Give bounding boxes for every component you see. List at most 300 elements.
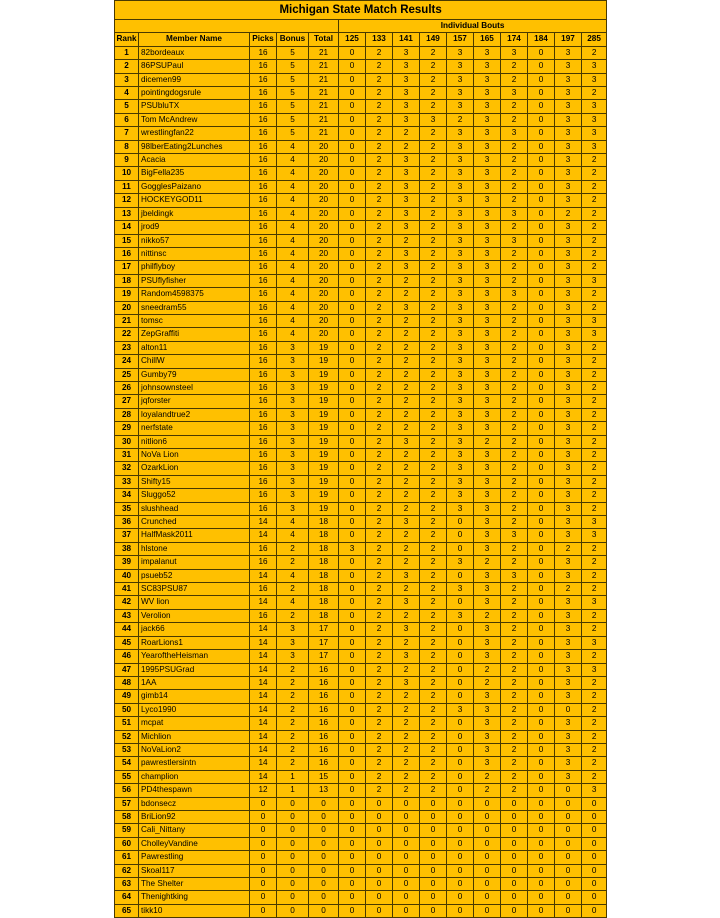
- score-cell: 2: [501, 542, 528, 555]
- table-row: [115, 140, 607, 153]
- table-row: [115, 475, 607, 488]
- score-cell: 0: [447, 650, 474, 663]
- score-cell: 2: [474, 609, 501, 622]
- score-cell: 2: [420, 757, 447, 770]
- score-cell: 0: [555, 878, 582, 891]
- score-cell: 3: [474, 60, 501, 73]
- score-cell: 2: [582, 422, 607, 435]
- score-cell: 4: [277, 221, 309, 234]
- score-cell: 5: [277, 60, 309, 73]
- score-cell: 3: [555, 60, 582, 73]
- score-cell: 20: [309, 314, 339, 327]
- score-cell: 0: [420, 797, 447, 810]
- rank-cell: 47: [115, 663, 139, 676]
- score-cell: 5: [277, 127, 309, 140]
- score-cell: 20: [309, 301, 339, 314]
- score-cell: 3: [277, 489, 309, 502]
- rank-cell: 35: [115, 502, 139, 515]
- score-cell: 3: [393, 87, 420, 100]
- score-cell: 2: [582, 180, 607, 193]
- table-row: [115, 449, 607, 462]
- score-cell: 0: [277, 797, 309, 810]
- score-cell: 0: [528, 368, 555, 381]
- score-cell: 3: [474, 221, 501, 234]
- score-cell: 2: [277, 743, 309, 756]
- score-cell: 0: [582, 891, 607, 904]
- score-cell: 2: [393, 462, 420, 475]
- score-cell: 2: [366, 288, 393, 301]
- score-cell: 12: [250, 784, 277, 797]
- table-row: [115, 609, 607, 622]
- score-cell: 0: [528, 221, 555, 234]
- score-cell: 2: [501, 609, 528, 622]
- score-cell: 2: [582, 449, 607, 462]
- score-cell: 3: [447, 194, 474, 207]
- score-cell: 2: [366, 73, 393, 86]
- score-cell: 0: [501, 891, 528, 904]
- member-name-cell: Tom McAndrew: [139, 113, 250, 126]
- score-cell: 0: [447, 851, 474, 864]
- score-cell: 0: [393, 864, 420, 877]
- score-cell: 2: [420, 127, 447, 140]
- score-cell: 0: [339, 690, 366, 703]
- score-cell: 19: [309, 502, 339, 515]
- score-cell: 3: [474, 140, 501, 153]
- score-cell: 2: [501, 663, 528, 676]
- score-cell: 0: [528, 583, 555, 596]
- rank-cell: 30: [115, 435, 139, 448]
- score-cell: 0: [501, 824, 528, 837]
- score-cell: 2: [420, 140, 447, 153]
- score-cell: 2: [393, 408, 420, 421]
- score-cell: 3: [474, 730, 501, 743]
- score-cell: 0: [447, 797, 474, 810]
- score-cell: 2: [501, 462, 528, 475]
- score-cell: 2: [366, 502, 393, 515]
- score-cell: 3: [447, 435, 474, 448]
- header-spacer: [115, 20, 339, 33]
- score-cell: 2: [582, 542, 607, 555]
- score-cell: 3: [474, 46, 501, 59]
- table-row: [115, 904, 607, 917]
- score-cell: 3: [393, 516, 420, 529]
- score-cell: 3: [474, 87, 501, 100]
- score-cell: 3: [501, 207, 528, 220]
- score-cell: 3: [277, 475, 309, 488]
- score-cell: 4: [277, 301, 309, 314]
- score-cell: 3: [447, 609, 474, 622]
- score-cell: 0: [339, 288, 366, 301]
- score-cell: 2: [582, 743, 607, 756]
- score-cell: 16: [250, 542, 277, 555]
- score-cell: 3: [393, 569, 420, 582]
- score-cell: 0: [420, 878, 447, 891]
- score-cell: 16: [250, 127, 277, 140]
- score-cell: 0: [339, 234, 366, 247]
- score-cell: 14: [250, 676, 277, 689]
- member-name-cell: Lyco1990: [139, 703, 250, 716]
- score-cell: 2: [366, 542, 393, 555]
- score-cell: 3: [555, 234, 582, 247]
- score-cell: 0: [501, 810, 528, 823]
- column-header: 149: [420, 33, 447, 46]
- score-cell: 21: [309, 127, 339, 140]
- score-cell: 2: [501, 596, 528, 609]
- rank-cell: 51: [115, 717, 139, 730]
- score-cell: 16: [250, 395, 277, 408]
- score-cell: 2: [366, 194, 393, 207]
- score-cell: 0: [501, 904, 528, 917]
- score-cell: 3: [474, 341, 501, 354]
- member-name-cell: PSUbluTX: [139, 100, 250, 113]
- score-cell: 2: [420, 650, 447, 663]
- score-cell: 0: [366, 824, 393, 837]
- score-cell: 5: [277, 113, 309, 126]
- score-cell: 0: [339, 475, 366, 488]
- score-cell: 4: [277, 596, 309, 609]
- score-cell: 0: [250, 878, 277, 891]
- score-cell: 2: [420, 623, 447, 636]
- score-cell: 18: [309, 569, 339, 582]
- score-cell: 2: [393, 127, 420, 140]
- score-cell: 2: [420, 717, 447, 730]
- member-name-cell: Gumby79: [139, 368, 250, 381]
- table-row: [115, 167, 607, 180]
- score-cell: 2: [501, 703, 528, 716]
- score-cell: 0: [309, 864, 339, 877]
- rank-cell: 23: [115, 341, 139, 354]
- score-cell: 2: [420, 395, 447, 408]
- score-cell: 3: [501, 46, 528, 59]
- score-cell: 15: [309, 770, 339, 783]
- member-name-cell: nittinsc: [139, 247, 250, 260]
- score-cell: 0: [528, 154, 555, 167]
- score-cell: 3: [501, 127, 528, 140]
- table-row: [115, 891, 607, 904]
- score-cell: 2: [582, 395, 607, 408]
- score-cell: 21: [309, 87, 339, 100]
- score-cell: 0: [501, 864, 528, 877]
- score-cell: 21: [309, 100, 339, 113]
- column-header: 157: [447, 33, 474, 46]
- score-cell: 2: [366, 247, 393, 260]
- results-table: [114, 0, 607, 918]
- score-cell: 3: [582, 127, 607, 140]
- rank-cell: 27: [115, 395, 139, 408]
- score-cell: 0: [447, 757, 474, 770]
- column-header: 165: [474, 33, 501, 46]
- score-cell: 2: [277, 757, 309, 770]
- score-cell: 2: [366, 381, 393, 394]
- score-cell: 3: [447, 703, 474, 716]
- score-cell: 18: [309, 609, 339, 622]
- score-cell: 14: [250, 690, 277, 703]
- score-cell: 2: [582, 757, 607, 770]
- score-cell: 0: [420, 810, 447, 823]
- score-cell: 3: [555, 288, 582, 301]
- score-cell: 0: [528, 435, 555, 448]
- score-cell: 2: [393, 784, 420, 797]
- score-cell: 20: [309, 328, 339, 341]
- column-header: 285: [582, 33, 607, 46]
- score-cell: 16: [250, 221, 277, 234]
- score-cell: 0: [339, 140, 366, 153]
- score-cell: 3: [447, 475, 474, 488]
- score-cell: 0: [339, 650, 366, 663]
- score-cell: 2: [420, 341, 447, 354]
- table-row: [115, 529, 607, 542]
- score-cell: 2: [366, 261, 393, 274]
- score-cell: 1: [277, 770, 309, 783]
- score-cell: 3: [277, 449, 309, 462]
- table-row: [115, 542, 607, 555]
- score-cell: 0: [339, 113, 366, 126]
- score-cell: 2: [582, 247, 607, 260]
- score-cell: 3: [277, 435, 309, 448]
- score-cell: 0: [277, 851, 309, 864]
- score-cell: 3: [447, 301, 474, 314]
- score-cell: 3: [555, 301, 582, 314]
- score-cell: 21: [309, 73, 339, 86]
- score-cell: 0: [528, 381, 555, 394]
- rank-cell: 6: [115, 113, 139, 126]
- score-cell: 0: [339, 301, 366, 314]
- score-cell: 2: [420, 636, 447, 649]
- score-cell: 16: [250, 314, 277, 327]
- score-cell: 3: [555, 408, 582, 421]
- score-cell: 3: [474, 650, 501, 663]
- member-name-cell: NoVa Lion: [139, 449, 250, 462]
- score-cell: 2: [501, 194, 528, 207]
- score-cell: 0: [447, 784, 474, 797]
- score-cell: 2: [555, 542, 582, 555]
- table-row: [115, 663, 607, 676]
- score-cell: 14: [250, 623, 277, 636]
- score-cell: 2: [501, 690, 528, 703]
- rank-cell: 45: [115, 636, 139, 649]
- rank-cell: 40: [115, 569, 139, 582]
- score-cell: 3: [277, 355, 309, 368]
- score-cell: 0: [309, 837, 339, 850]
- score-cell: 3: [582, 113, 607, 126]
- table-row: [115, 194, 607, 207]
- score-cell: 0: [528, 743, 555, 756]
- score-cell: 4: [277, 180, 309, 193]
- score-cell: 2: [277, 703, 309, 716]
- score-cell: 3: [474, 489, 501, 502]
- table-row: [115, 328, 607, 341]
- score-cell: 0: [339, 221, 366, 234]
- score-cell: 3: [447, 167, 474, 180]
- score-cell: 0: [528, 261, 555, 274]
- score-cell: 0: [528, 810, 555, 823]
- score-cell: 2: [501, 113, 528, 126]
- score-cell: 0: [420, 837, 447, 850]
- score-cell: 0: [366, 878, 393, 891]
- table-row: [115, 381, 607, 394]
- table-row: [115, 824, 607, 837]
- table-row: [115, 154, 607, 167]
- score-cell: 19: [309, 422, 339, 435]
- score-cell: 3: [474, 247, 501, 260]
- rank-cell: 2: [115, 60, 139, 73]
- score-cell: 0: [582, 797, 607, 810]
- member-name-cell: Crunched: [139, 516, 250, 529]
- score-cell: 2: [420, 167, 447, 180]
- score-cell: 2: [420, 676, 447, 689]
- score-cell: 2: [366, 596, 393, 609]
- score-cell: 2: [582, 194, 607, 207]
- score-cell: 2: [366, 529, 393, 542]
- rank-cell: 21: [115, 314, 139, 327]
- score-cell: 2: [501, 502, 528, 515]
- score-cell: 2: [366, 422, 393, 435]
- score-cell: 3: [474, 154, 501, 167]
- rank-cell: 10: [115, 167, 139, 180]
- table-row: [115, 73, 607, 86]
- score-cell: 3: [474, 516, 501, 529]
- score-cell: 3: [555, 636, 582, 649]
- score-cell: 19: [309, 341, 339, 354]
- score-cell: 16: [250, 422, 277, 435]
- score-cell: 3: [393, 154, 420, 167]
- score-cell: 0: [528, 73, 555, 86]
- member-name-cell: champlion: [139, 770, 250, 783]
- rank-cell: 16: [115, 247, 139, 260]
- score-cell: 3: [474, 475, 501, 488]
- score-cell: 14: [250, 569, 277, 582]
- member-name-cell: psueb52: [139, 569, 250, 582]
- score-cell: 3: [277, 395, 309, 408]
- score-cell: 0: [528, 784, 555, 797]
- score-cell: 2: [582, 207, 607, 220]
- score-cell: 2: [501, 650, 528, 663]
- score-cell: 0: [528, 100, 555, 113]
- score-cell: 0: [277, 878, 309, 891]
- member-name-cell: johnsownsteel: [139, 381, 250, 394]
- score-cell: 0: [528, 516, 555, 529]
- score-cell: 3: [447, 288, 474, 301]
- score-cell: 0: [528, 636, 555, 649]
- score-cell: 4: [277, 328, 309, 341]
- rank-cell: 34: [115, 489, 139, 502]
- score-cell: 2: [420, 690, 447, 703]
- score-cell: 3: [474, 529, 501, 542]
- table-row: [115, 221, 607, 234]
- score-cell: 0: [250, 810, 277, 823]
- member-name-cell: Cali_Nittany: [139, 824, 250, 837]
- score-cell: 0: [528, 180, 555, 193]
- score-cell: 2: [582, 221, 607, 234]
- score-cell: 20: [309, 154, 339, 167]
- score-cell: 2: [420, 502, 447, 515]
- score-cell: 0: [420, 851, 447, 864]
- score-cell: 2: [366, 301, 393, 314]
- score-cell: 3: [393, 435, 420, 448]
- table-row: [115, 502, 607, 515]
- score-cell: 3: [582, 328, 607, 341]
- score-cell: 3: [555, 663, 582, 676]
- table-row: [115, 837, 607, 850]
- score-cell: 0: [501, 851, 528, 864]
- table-row: [115, 636, 607, 649]
- score-cell: 3: [555, 368, 582, 381]
- score-cell: 2: [582, 368, 607, 381]
- score-cell: 3: [474, 261, 501, 274]
- table-row: [115, 207, 607, 220]
- score-cell: 2: [501, 757, 528, 770]
- score-cell: 2: [582, 46, 607, 59]
- score-cell: 16: [250, 247, 277, 260]
- table-row: [115, 770, 607, 783]
- member-name-cell: gimb14: [139, 690, 250, 703]
- table-row: [115, 569, 607, 582]
- member-name-cell: Sluggo52: [139, 489, 250, 502]
- score-cell: 2: [420, 462, 447, 475]
- member-name-cell: hlstone: [139, 542, 250, 555]
- score-cell: 2: [474, 676, 501, 689]
- score-cell: 3: [447, 221, 474, 234]
- score-cell: 2: [393, 341, 420, 354]
- score-cell: 2: [393, 288, 420, 301]
- score-cell: 3: [555, 717, 582, 730]
- rank-cell: 14: [115, 221, 139, 234]
- score-cell: 3: [447, 140, 474, 153]
- member-name-cell: YearoftheHeisman: [139, 650, 250, 663]
- rank-cell: 19: [115, 288, 139, 301]
- member-name-cell: Acacia: [139, 154, 250, 167]
- score-cell: 2: [582, 502, 607, 515]
- score-cell: 0: [582, 878, 607, 891]
- score-cell: 0: [474, 824, 501, 837]
- score-cell: 3: [447, 234, 474, 247]
- member-name-cell: SC83PSU87: [139, 583, 250, 596]
- score-cell: 0: [447, 891, 474, 904]
- score-cell: 0: [447, 810, 474, 823]
- score-cell: 0: [309, 904, 339, 917]
- score-cell: 2: [393, 743, 420, 756]
- score-cell: 0: [528, 556, 555, 569]
- score-cell: 3: [555, 261, 582, 274]
- rank-cell: 22: [115, 328, 139, 341]
- score-cell: 2: [582, 583, 607, 596]
- score-cell: 19: [309, 355, 339, 368]
- score-cell: 3: [555, 422, 582, 435]
- score-cell: 0: [420, 824, 447, 837]
- score-cell: 14: [250, 730, 277, 743]
- score-cell: 0: [339, 154, 366, 167]
- score-cell: 2: [420, 288, 447, 301]
- score-cell: 0: [528, 355, 555, 368]
- score-cell: 0: [447, 824, 474, 837]
- score-cell: 0: [339, 609, 366, 622]
- score-cell: 3: [555, 247, 582, 260]
- score-cell: 19: [309, 368, 339, 381]
- score-cell: 2: [366, 154, 393, 167]
- score-cell: 0: [474, 851, 501, 864]
- score-cell: 2: [582, 408, 607, 421]
- column-header: Picks: [250, 33, 277, 46]
- score-cell: 19: [309, 381, 339, 394]
- score-cell: 20: [309, 288, 339, 301]
- score-cell: 4: [277, 569, 309, 582]
- score-cell: 2: [366, 609, 393, 622]
- score-cell: 16: [250, 167, 277, 180]
- rank-cell: 24: [115, 355, 139, 368]
- rank-cell: 37: [115, 529, 139, 542]
- score-cell: 4: [277, 288, 309, 301]
- score-cell: 0: [339, 583, 366, 596]
